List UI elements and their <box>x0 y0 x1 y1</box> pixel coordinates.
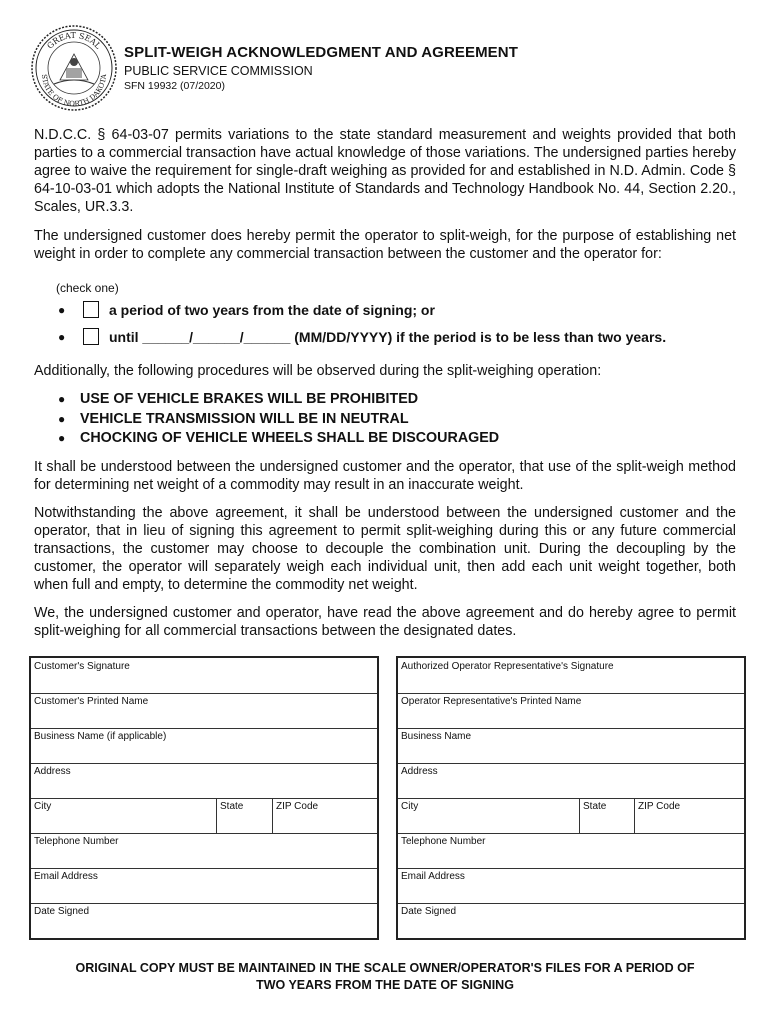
list-item: ● USE OF VEHICLE BRAKES WILL BE PROHIBITED <box>58 390 499 410</box>
agency-name: PUBLIC SERVICE COMMISSION <box>124 64 313 78</box>
bullet-icon: ● <box>58 411 66 426</box>
customer-city-row <box>31 798 377 834</box>
procedures-intro: Additionally, the following procedures will be observed during the split-weighing operation: <box>34 363 602 379</box>
option-until-date <box>58 328 666 345</box>
bullet-icon: ● <box>58 431 66 445</box>
operator-address-field[interactable]: Address <box>398 763 744 799</box>
customer-state-field[interactable]: State <box>216 798 272 833</box>
operator-email-field[interactable]: Email Address <box>398 868 744 904</box>
bullet-icon: ● <box>58 392 66 406</box>
customer-business-field[interactable]: Business Name (if applicable) <box>31 728 377 764</box>
document-header <box>124 44 518 92</box>
customer-form <box>29 656 379 940</box>
form-title: SPLIT-WEIGH ACKNOWLEDGMENT AND AGREEMENT <box>124 44 518 61</box>
accuracy-paragraph: It shall be understood between the undersigned customer and the operator, that use of the split-weigh method for determining net weight of a commodity may result in an inaccurate weight. <box>34 459 736 493</box>
retention-notice-line2: TWO YEARS FROM THE DATE OF SIGNING <box>256 978 514 992</box>
customer-address-field[interactable]: Address <box>31 763 377 799</box>
customer-zip-field[interactable]: ZIP Code <box>272 798 377 833</box>
svg-text:GREAT SEAL: GREAT SEAL <box>45 30 103 51</box>
bullet-icon: ● <box>58 302 66 317</box>
customer-signature-field[interactable]: Customer's Signature <box>31 658 377 694</box>
agreement-paragraph: We, the undersigned customer and operator, have read the above agreement and do hereby agree to permit split-weighing for all commercial transactions between the designated dates. <box>34 605 736 639</box>
operator-printed-name-field[interactable]: Operator Representative's Printed Name <box>398 693 744 729</box>
customer-printed-name-field[interactable]: Customer's Printed Name <box>31 693 377 729</box>
statute-paragraph: N.D.C.C. § 64-03-07 permits variations to the state standard measurement and weights provided that both parties to a commercial transaction have actual knowledge of those variations. The undersigned parties hereby agree to waive the requirement for single-draft weighing as provided for and established in N.D. Admin. Code § 64-10-03-01 which adopts the National Institute of Standards and Technology Handbook No. 44, Section 2.20., Scales, UR.3.3. <box>34 127 736 215</box>
customer-date-field[interactable]: Date Signed <box>34 906 90 917</box>
operator-form <box>396 656 746 940</box>
retention-notice-line1: ORIGINAL COPY MUST BE MAINTAINED IN THE SCALE OWNER/OPERATOR'S FILES FOR A PERIOD OF <box>75 961 695 975</box>
bullet-icon: ● <box>58 329 66 344</box>
operator-business-field[interactable]: Business Name <box>398 728 744 764</box>
list-item: ● VEHICLE TRANSMISSION WILL BE IN NEUTRAL <box>58 410 499 430</box>
operator-zip-field[interactable]: ZIP Code <box>634 798 744 833</box>
permit-paragraph: The undersigned customer does hereby permit the operator to split-weigh, for the purpose of establishing net weight in order to complete any commercial transaction between the customer and the operator for: <box>34 228 736 262</box>
customer-phone-field[interactable]: Telephone Number <box>31 833 377 869</box>
option-until-date-label: until ______/______/______ (MM/DD/YYYY) if the period is to be less than two years. <box>109 328 667 345</box>
form-number: SFN 19932 (07/2020) <box>124 80 225 92</box>
customer-city-field[interactable]: City <box>34 801 52 812</box>
svg-text:STATE OF NORTH DAKOTA: STATE OF NORTH DAKOTA <box>39 73 109 109</box>
customer-email-field[interactable]: Email Address <box>31 868 377 904</box>
retention-notice <box>0 960 770 994</box>
option-two-years-label: a period of two years from the date of signing; or <box>109 301 435 318</box>
operator-signature-field[interactable]: Authorized Operator Representative's Signature <box>398 658 744 694</box>
operator-city-row <box>398 798 744 834</box>
decouple-paragraph: Notwithstanding the above agreement, it shall be understood between the undersigned customer and the operator, that in lieu of signing this agreement to permit split-weighing during this or any future commercial transactions, the customer may choose to decouple the combination unit. During the decoupling by the customer, the operator will separately weigh each individual unit, then add each unit weight together, both when full and empty, to determine the commodity net weight. <box>34 505 736 593</box>
option-two-years <box>58 301 435 318</box>
checkbox-two-years[interactable] <box>83 301 99 318</box>
state-seal-logo <box>30 24 118 112</box>
procedures-list <box>58 390 499 449</box>
list-item: ● CHOCKING OF VEHICLE WHEELS SHALL BE DISCOURAGED <box>58 429 499 449</box>
operator-date-field[interactable]: Date Signed <box>401 906 457 917</box>
operator-city-field[interactable]: City <box>401 801 419 812</box>
check-one-label: (check one) <box>56 281 119 295</box>
operator-phone-field[interactable]: Telephone Number <box>398 833 744 869</box>
operator-state-field[interactable]: State <box>579 798 634 833</box>
checkbox-until-date[interactable] <box>83 328 99 345</box>
